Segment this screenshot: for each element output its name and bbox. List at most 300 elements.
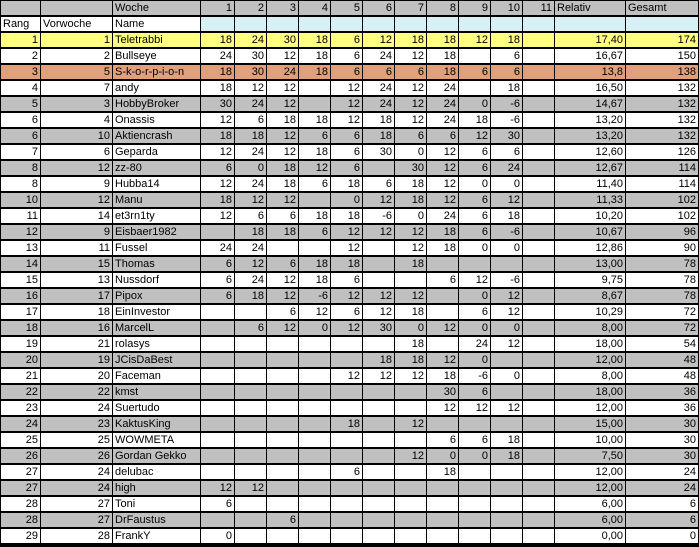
cell-w8: 0 (427, 449, 458, 463)
cell-rank: 6 (1, 129, 40, 143)
cell-rank: 3 (1, 65, 40, 79)
table-row (0, 144, 699, 159)
cell-w2 (235, 465, 266, 479)
cell-w9: 0 (459, 321, 490, 335)
cell-gesamt: 150 (626, 49, 698, 63)
cell-w11: 11 (523, 1, 554, 15)
cell-gesamt: Gesamt (626, 1, 698, 15)
cell-w5: 12 (331, 241, 362, 255)
cell-w2 (235, 529, 266, 543)
cell-w8: 24 (427, 113, 458, 127)
cell-w7 (395, 273, 426, 287)
cell-relativ: 11,33 (555, 193, 625, 207)
cell-w9: 0 (459, 241, 490, 255)
cell-w9: 0 (459, 97, 490, 111)
cell-w1: 18 (201, 81, 234, 95)
cell-w8: 18 (427, 49, 458, 63)
cell-w6: 30 (363, 321, 394, 335)
cell-relativ: 10,67 (555, 225, 625, 239)
cell-prev-week: 10 (41, 129, 112, 143)
cell-gesamt (626, 17, 698, 31)
cell-w9: 12 (459, 129, 490, 143)
cell-w10: 24 (491, 161, 522, 175)
cell-name: Toni (113, 497, 200, 511)
cell-w6 (363, 401, 394, 415)
cell-prev-week: 21 (41, 337, 112, 351)
cell-w9: 6 (459, 225, 490, 239)
table-row (0, 304, 699, 319)
cell-w8 (427, 513, 458, 527)
cell-relativ: 11,40 (555, 177, 625, 191)
cell-w1: 6 (201, 161, 234, 175)
cell-w8: 12 (427, 177, 458, 191)
cell-gesamt: 132 (626, 129, 698, 143)
cell-relativ: Relativ (555, 1, 625, 15)
cell-rank: 27 (1, 481, 40, 495)
cell-w3: 12 (267, 289, 298, 303)
cell-w10: 12 (491, 337, 522, 351)
cell-w10 (491, 513, 522, 527)
cell-name: Eisbaer1982 (113, 225, 200, 239)
cell-w5 (331, 433, 362, 447)
cell-w9: 6 (459, 161, 490, 175)
cell-w6: 12 (363, 289, 394, 303)
cell-w7: 0 (395, 321, 426, 335)
cell-prev-week: 25 (41, 433, 112, 447)
cell-w3: 18 (267, 161, 298, 175)
cell-w10 (491, 481, 522, 495)
cell-w1: 12 (201, 145, 234, 159)
cell-name: Name (113, 17, 200, 31)
cell-gesamt: 72 (626, 305, 698, 319)
cell-w2: 12 (235, 257, 266, 271)
cell-w11 (523, 433, 554, 447)
cell-w7: 30 (395, 161, 426, 175)
cell-w8: 18 (427, 369, 458, 383)
cell-w3: 12 (267, 145, 298, 159)
cell-prev-week: 16 (41, 321, 112, 335)
cell-w7: 12 (395, 225, 426, 239)
cell-name: Suertudo (113, 401, 200, 415)
cell-w2 (235, 433, 266, 447)
cell-prev-week: 26 (41, 449, 112, 463)
cell-gesamt: 126 (626, 145, 698, 159)
cell-relativ: 9,75 (555, 273, 625, 287)
cell-prev-week: 22 (41, 385, 112, 399)
cell-w6 (363, 273, 394, 287)
cell-name: high (113, 481, 200, 495)
cell-w3 (267, 417, 298, 431)
cell-w10 (491, 417, 522, 431)
cell-name: kmst (113, 385, 200, 399)
cell-relativ: 18,00 (555, 385, 625, 399)
cell-w10 (491, 17, 522, 31)
cell-prev-week: 2 (41, 49, 112, 63)
cell-w10: 12 (491, 305, 522, 319)
cell-w10 (491, 529, 522, 543)
cell-w8: 18 (427, 465, 458, 479)
cell-name: et3rn1ty (113, 209, 200, 223)
cell-w4 (299, 369, 330, 383)
cell-w3 (267, 529, 298, 543)
cell-w5: 5 (331, 1, 362, 15)
cell-w8: 12 (427, 193, 458, 207)
cell-rank: 4 (1, 81, 40, 95)
cell-w7: 12 (395, 449, 426, 463)
cell-relativ: 10,20 (555, 209, 625, 223)
cell-w6: 24 (363, 81, 394, 95)
cell-w9 (459, 257, 490, 271)
cell-name: Gordan Gekko (113, 449, 200, 463)
table-row (0, 528, 699, 543)
cell-w3 (267, 497, 298, 511)
cell-w2: 24 (235, 145, 266, 159)
cell-w6 (363, 513, 394, 527)
cell-w5 (331, 497, 362, 511)
cell-w2 (235, 353, 266, 367)
cell-relativ: 12,00 (555, 481, 625, 495)
cell-w9: 24 (459, 337, 490, 351)
cell-w10: -6 (491, 225, 522, 239)
cell-w3 (267, 17, 298, 31)
cell-gesamt: 132 (626, 113, 698, 127)
cell-w7 (395, 433, 426, 447)
cell-rank: 8 (1, 161, 40, 175)
cell-w5: 0 (331, 193, 362, 207)
cell-w8 (427, 17, 458, 31)
cell-gesamt: 54 (626, 337, 698, 351)
table-row (0, 368, 699, 383)
cell-w5: 12 (331, 97, 362, 111)
cell-w2 (235, 337, 266, 351)
cell-w11 (523, 337, 554, 351)
cell-w1: 24 (201, 49, 234, 63)
cell-w4: 18 (299, 113, 330, 127)
cell-w11 (523, 273, 554, 287)
cell-w3: 12 (267, 97, 298, 111)
cell-gesamt: 114 (626, 161, 698, 175)
cell-w3 (267, 337, 298, 351)
cell-w9 (459, 465, 490, 479)
cell-name: Aktiencrash (113, 129, 200, 143)
cell-w1: 1 (201, 1, 234, 15)
table-row (0, 496, 699, 511)
cell-gesamt: 24 (626, 481, 698, 495)
cell-w10: 18 (491, 33, 522, 47)
cell-rank: 28 (1, 497, 40, 511)
cell-rank: 14 (1, 257, 40, 271)
cell-prev-week: 17 (41, 289, 112, 303)
cell-w4 (299, 17, 330, 31)
cell-w4: 6 (299, 129, 330, 143)
cell-w4: 12 (299, 161, 330, 175)
cell-w3 (267, 353, 298, 367)
cell-w2 (235, 417, 266, 431)
cell-relativ: 6,00 (555, 513, 625, 527)
cell-w7: 12 (395, 289, 426, 303)
cell-w1: 18 (201, 65, 234, 79)
cell-w3: 6 (267, 513, 298, 527)
cell-w5: 6 (331, 33, 362, 47)
cell-w9: 9 (459, 1, 490, 15)
cell-w9: 6 (459, 385, 490, 399)
cell-w4 (299, 497, 330, 511)
cell-w11 (523, 417, 554, 431)
cell-w4: 18 (299, 49, 330, 63)
cell-w5: 6 (331, 161, 362, 175)
cell-w1 (201, 17, 234, 31)
cell-w10: 18 (491, 81, 522, 95)
cell-rank: 27 (1, 465, 40, 479)
cell-w6: 18 (363, 353, 394, 367)
cell-name: Woche (113, 1, 200, 15)
cell-gesamt: 6 (626, 497, 698, 511)
table-row (0, 400, 699, 415)
cell-rank: 28 (1, 513, 40, 527)
cell-w3: 18 (267, 225, 298, 239)
cell-prev-week: 24 (41, 465, 112, 479)
cell-w5: 18 (331, 177, 362, 191)
cell-w1: 18 (201, 33, 234, 47)
cell-gesamt: 132 (626, 97, 698, 111)
cell-rank (1, 1, 40, 15)
cell-rank: 13 (1, 241, 40, 255)
cell-w1: 6 (201, 289, 234, 303)
cell-w1: 18 (201, 193, 234, 207)
cell-w1 (201, 401, 234, 415)
table-row (0, 448, 699, 463)
cell-w1: 12 (201, 113, 234, 127)
cell-w10: 0 (491, 369, 522, 383)
cell-w2 (235, 449, 266, 463)
cell-w10: -6 (491, 113, 522, 127)
cell-prev-week: 27 (41, 513, 112, 527)
cell-w7: 18 (395, 257, 426, 271)
cell-w11 (523, 113, 554, 127)
cell-w8 (427, 337, 458, 351)
cell-w5 (331, 401, 362, 415)
cell-name: Nussdorf (113, 273, 200, 287)
cell-w3: 6 (267, 305, 298, 319)
cell-w6 (363, 465, 394, 479)
cell-w7: 12 (395, 81, 426, 95)
cell-w5: 12 (331, 369, 362, 383)
cell-name: Manu (113, 193, 200, 207)
cell-prev-week: 18 (41, 305, 112, 319)
cell-rank: 16 (1, 289, 40, 303)
cell-w5 (331, 385, 362, 399)
cell-w5 (331, 449, 362, 463)
cell-rank: 17 (1, 305, 40, 319)
cell-w11 (523, 33, 554, 47)
cell-w6 (363, 161, 394, 175)
cell-w8: 24 (427, 97, 458, 111)
cell-w7 (395, 17, 426, 31)
cell-prev-week: 19 (41, 353, 112, 367)
cell-w9 (459, 497, 490, 511)
cell-w7 (395, 465, 426, 479)
cell-name: Pipox (113, 289, 200, 303)
cell-prev-week: 9 (41, 225, 112, 239)
cell-w6 (363, 417, 394, 431)
table-row (0, 384, 699, 399)
cell-w10: 6 (491, 65, 522, 79)
cell-w10 (491, 257, 522, 271)
cell-w8 (427, 305, 458, 319)
cell-prev-week: 24 (41, 401, 112, 415)
cell-w1: 24 (201, 241, 234, 255)
cell-prev-week: 14 (41, 209, 112, 223)
table-row (0, 464, 699, 479)
cell-name: FrankY (113, 529, 200, 543)
cell-w8 (427, 257, 458, 271)
cell-w11 (523, 97, 554, 111)
cell-w3: 6 (267, 209, 298, 223)
cell-w11 (523, 193, 554, 207)
cell-w10: 6 (491, 145, 522, 159)
cell-w2 (235, 513, 266, 527)
cell-w9 (459, 17, 490, 31)
cell-w8: 6 (427, 129, 458, 143)
cell-w6: 30 (363, 145, 394, 159)
cell-w3: 3 (267, 1, 298, 15)
cell-w1: 6 (201, 273, 234, 287)
cell-relativ: 8,00 (555, 321, 625, 335)
cell-w5: 12 (331, 321, 362, 335)
cell-name: DrFaustus (113, 513, 200, 527)
cell-w10: 10 (491, 1, 522, 15)
cell-prev-week: 9 (41, 177, 112, 191)
table-row (0, 96, 699, 111)
cell-w2: 18 (235, 225, 266, 239)
cell-w4 (299, 513, 330, 527)
cell-w7: 18 (395, 193, 426, 207)
cell-name: andy (113, 81, 200, 95)
cell-name: Faceman (113, 369, 200, 383)
cell-rank: 21 (1, 369, 40, 383)
cell-w6: -6 (363, 209, 394, 223)
cell-rank: Rang (1, 17, 40, 31)
cell-gesamt: 30 (626, 417, 698, 431)
cell-w1: 30 (201, 97, 234, 111)
cell-relativ: 12,00 (555, 353, 625, 367)
cell-relativ: 6,00 (555, 497, 625, 511)
cell-prev-week: 4 (41, 113, 112, 127)
cell-w5 (331, 481, 362, 495)
cell-w4 (299, 465, 330, 479)
cell-w5: 6 (331, 305, 362, 319)
cell-w11 (523, 145, 554, 159)
cell-w8: 24 (427, 81, 458, 95)
cell-name: Onassis (113, 113, 200, 127)
cell-name: Fussel (113, 241, 200, 255)
cell-w6: 12 (363, 369, 394, 383)
cell-relativ: 0,00 (555, 529, 625, 543)
cell-w8: 6 (427, 433, 458, 447)
cell-w3: 18 (267, 113, 298, 127)
cell-w7 (395, 481, 426, 495)
cell-w11 (523, 161, 554, 175)
cell-w4: 18 (299, 273, 330, 287)
cell-w11 (523, 65, 554, 79)
cell-w11 (523, 209, 554, 223)
cell-w11 (523, 225, 554, 239)
cell-w7: 12 (395, 369, 426, 383)
cell-w8: 8 (427, 1, 458, 15)
cell-w1 (201, 225, 234, 239)
cell-w11 (523, 465, 554, 479)
table-row (0, 112, 699, 127)
cell-w6 (363, 257, 394, 271)
cell-relativ: 13,8 (555, 65, 625, 79)
cell-w11 (523, 321, 554, 335)
cell-w5: 6 (331, 129, 362, 143)
cell-rank: 7 (1, 145, 40, 159)
cell-w1 (201, 321, 234, 335)
table-row (0, 240, 699, 255)
cell-gesamt: 78 (626, 257, 698, 271)
cell-w3 (267, 465, 298, 479)
cell-w7: 7 (395, 1, 426, 15)
cell-relativ: 13,20 (555, 129, 625, 143)
cell-w1 (201, 433, 234, 447)
cell-w9: 0 (459, 289, 490, 303)
cell-name: KaktusKing (113, 417, 200, 431)
cell-name: S-k-o-r-p-i-o-n (113, 65, 200, 79)
cell-w10: 30 (491, 129, 522, 143)
cell-w5: 6 (331, 465, 362, 479)
cell-w2: 24 (235, 97, 266, 111)
cell-rank: 10 (1, 193, 40, 207)
cell-w5: 6 (331, 65, 362, 79)
table-row (0, 320, 699, 335)
cell-w1 (201, 449, 234, 463)
cell-w1 (201, 305, 234, 319)
cell-w8: 12 (427, 145, 458, 159)
cell-w4 (299, 241, 330, 255)
cell-prev-week (41, 1, 112, 15)
cell-prev-week: 27 (41, 497, 112, 511)
cell-w9: 6 (459, 305, 490, 319)
cell-relativ: 12,60 (555, 145, 625, 159)
cell-rank: 15 (1, 273, 40, 287)
cell-w8: 12 (427, 321, 458, 335)
cell-prev-week: 5 (41, 65, 112, 79)
cell-name: MarcelL (113, 321, 200, 335)
cell-w7 (395, 497, 426, 511)
cell-w6 (363, 385, 394, 399)
cell-name: EinInvestor (113, 305, 200, 319)
cell-w3 (267, 385, 298, 399)
cell-w6: 6 (363, 65, 394, 79)
cell-rank: 12 (1, 225, 40, 239)
cell-w7: 12 (395, 49, 426, 63)
cell-w8: 24 (427, 209, 458, 223)
cell-relativ: 10,29 (555, 305, 625, 319)
cell-w10 (491, 353, 522, 367)
cell-rank: 20 (1, 353, 40, 367)
cell-w6: 6 (363, 1, 394, 15)
cell-w10 (491, 497, 522, 511)
cell-w11 (523, 353, 554, 367)
table-row (0, 272, 699, 287)
cell-w2: 24 (235, 241, 266, 255)
cell-relativ: 8,67 (555, 289, 625, 303)
cell-rank: 19 (1, 337, 40, 351)
cell-w2: 18 (235, 129, 266, 143)
table-row (0, 208, 699, 223)
cell-relativ: 12,00 (555, 401, 625, 415)
